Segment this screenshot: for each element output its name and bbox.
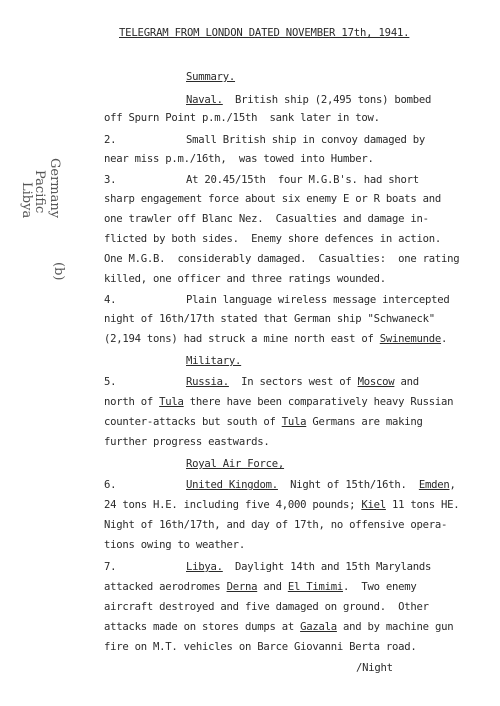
text-span: counter-attacks but south of [104,416,282,428]
text-span: 11 tons HE. [385,499,460,511]
place-name: Gazala [300,621,337,633]
text-line [104,499,459,512]
text-line [104,396,453,409]
text-span: 24 tons H.E. including five 4,000 pounds; [104,499,362,511]
text-line: Small British ship in convoy damaged by [186,134,425,146]
heading-libya: Libya. [186,561,223,573]
heading-russia: Russia. [186,376,229,388]
text-span: Germans are making [306,416,423,428]
place-name: Kiel [361,499,386,511]
text-line: fire on M.T. vehicles on Barce Giovanni Berta road. [104,641,417,653]
text-span: (2,194 tons) had struck a mine north east of [104,333,380,345]
text-span: attacks made on stores dumps at [104,621,301,633]
place-name: El Timimi [287,581,343,593]
heading-raf: Royal Air Force, [186,458,285,470]
text-span: Daylight 14th and 15th Marylands [222,561,432,573]
margin-note: Libya [19,182,34,219]
text-span: Night of 15th/16th. [277,479,419,491]
margin-note: Pacific [32,170,47,214]
text-span: north of [104,396,160,408]
text-line: sharp engagement force about six enemy E or R boats and [104,193,442,205]
text-span: attacked aerodromes [104,581,227,593]
place-name: Swinemunde [379,333,442,345]
text-line: One M.G.B. considerably damaged. Casualties: one rating [104,253,460,265]
text-line: aircraft destroyed and five damaged on ground. Other [104,601,429,613]
text-line [104,581,417,594]
margin-note: Germany [47,158,62,219]
text-span: and [257,581,288,593]
text-line: Plain language wireless message intercepted [186,294,450,306]
text-line [104,416,423,429]
text-line: night of 16th/17th stated that German ship "Schwaneck" [104,313,435,325]
place-name: Tula [159,396,184,408]
paragraph-number: 7. [104,561,117,573]
text-span: British ship (2,495 tons) bombed [222,94,432,106]
text-span: . [441,333,448,345]
heading-summary: Summary. [186,71,236,83]
continuation-catchword: /Night [356,662,393,674]
place-name: Tula [281,416,307,428]
heading-united-kingdom: United Kingdom. [186,479,278,491]
text-span: In sectors west of [228,376,358,388]
text-line: At 20.45/15th four M.G.B's. had short [186,174,419,186]
paragraph-number: 3. [104,174,117,186]
paragraph-number: 6. [104,479,117,491]
text-line [186,561,431,574]
text-line: off Spurn Point p.m./15th sank later in tow. [104,112,380,124]
heading-military: Military. [186,355,242,367]
place-name: Derna [226,581,258,593]
paragraph-number: 4. [104,294,117,306]
place-name: Emden [418,479,450,491]
text-span: and by machine gun [336,621,454,633]
heading-naval: Naval. [186,94,223,106]
text-line: tions owing to weather. [104,539,245,551]
paragraph-number: 2. [104,134,117,146]
text-line [104,621,453,634]
text-line [186,376,419,389]
text-line: one trawler off Blanc Nez. Casualties and damage in- [104,213,429,225]
text-line [186,479,456,492]
margin-note: (b) [51,262,66,281]
text-line: Night of 16th/17th, and day of 17th, no offensive opera- [104,519,448,531]
text-span: . Two enemy [343,581,417,593]
text-span: , [449,479,456,491]
place-name: Moscow [357,376,395,388]
text-line: further progress eastwards. [104,436,270,448]
text-span: there have been comparatively heavy Russian [183,396,454,408]
text-line: near miss p.m./16th, was towed into Humber. [104,153,374,165]
text-line [186,94,431,107]
text-line [104,333,447,346]
page-title: TELEGRAM FROM LONDON DATED NOVEMBER 17th, 1941. [119,27,410,39]
text-line: killed, one officer and three ratings wounded. [104,273,386,285]
paragraph-number: 5. [104,376,117,388]
text-span: and [394,376,419,388]
text-line: flicted by both sides. Enemy shore defences in action. [104,233,442,245]
